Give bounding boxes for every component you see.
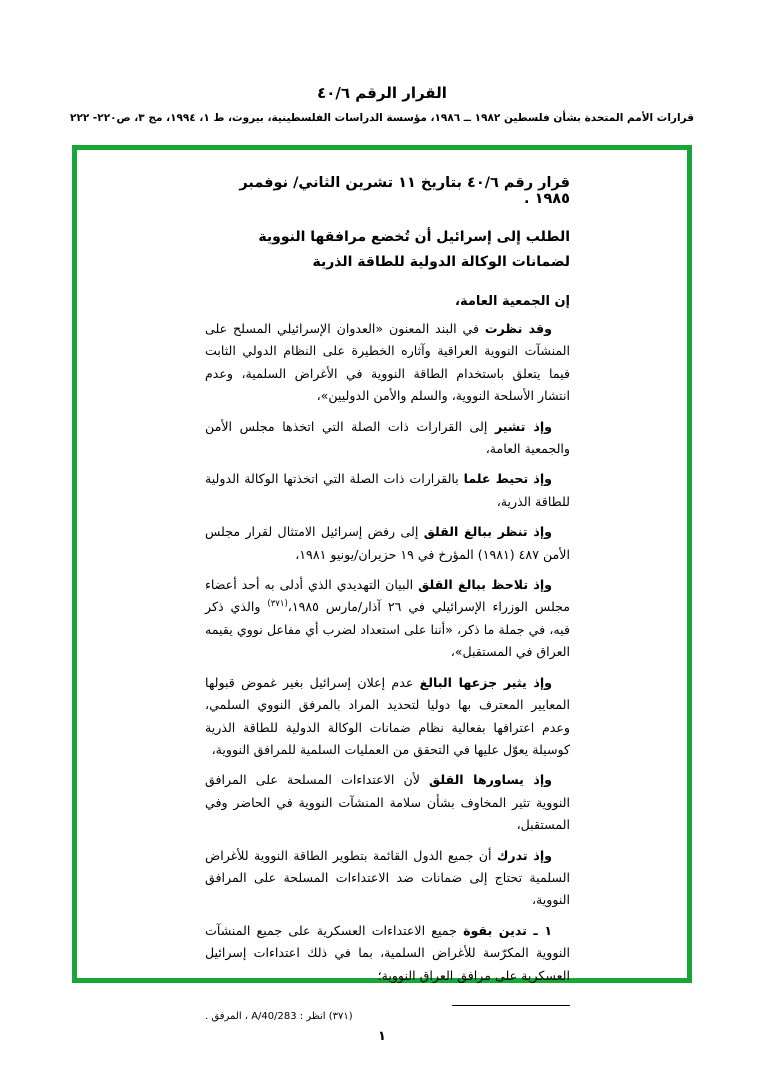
source-citation: قرارات الأمم المتحدة بشأن فلسطين ١٩٨٢ ــ ١٩٨٦، مؤسسة الدراسات الفلسطينية، بيروت، ط ١، ١٩٩٤، مج ٣، ص٢٢٠- ٢٢٢	[70, 112, 694, 124]
footnote-divider	[452, 1005, 570, 1006]
resolution-line: قرار رقم ٤٠/٦ بتاريخ ١١ تشرين الثاني/ نوفمبر ١٩٨٥ .	[239, 175, 570, 207]
footnote-marker: (٣٧١)	[267, 599, 288, 610]
paragraph	[205, 574, 570, 664]
paragraph-text: البيان التهديدي الذي أدلى به أحد أعضاء مجلس الوزراء الإسرائيلي في ٢٦ آذار/مارس ١٩٨٥،	[205, 577, 570, 615]
paragraph-lead: ١ ـ تدين بقوة	[463, 922, 552, 938]
page-title: القرار الرقم ٤٠/٦	[317, 84, 447, 102]
paragraph	[205, 672, 570, 762]
paragraph-text-continued: والذي ذكر فيه، في جملة ما ذكر، «أننا على استعداد لضرب أي مفاعل نووي يقيمه العراق في المستقبل»،	[205, 599, 570, 660]
subject-line-1: الطلب إلى إسرائيل أن تُخضع مرافقها النووية	[258, 229, 570, 245]
paragraph-text: لأن الاعتداءات المسلحة على المرافق النووية تثير المخاوف بشأن سلامة المنشآت النووية في الحاضر وفي المستقبل،	[205, 772, 570, 833]
paragraph	[205, 769, 570, 836]
document-header	[0, 84, 764, 126]
paragraph-text: إلى رفض إسرائيل الامتثال لقرار مجلس الأمن ٤٨٧ (١٩٨١) المؤرخ في ١٩ حزيران/يونيو ١٩٨١،	[205, 524, 570, 562]
paragraph-lead: وإذ يثير جزعها البالغ	[419, 674, 552, 690]
footnote-section	[205, 1005, 570, 1022]
paragraph-text: بالقرارات ذات الصلة التي اتخذتها الوكالة الدولية للطاقة الذرية،	[205, 471, 570, 509]
paragraph-lead: وإذ يساورها القلق	[429, 772, 553, 788]
paragraph-lead: وإذ تحيط علما	[463, 471, 552, 487]
paragraph	[205, 318, 570, 408]
assembly-line: إن الجمعية العامة،	[455, 294, 570, 309]
paragraph-text: في البند المعنون «العدوان الإسرائيلي المسلح على المنشآت النووية العراقية وآثاره الخطيرة على النظام الدولي الثابت فيما يتعلق باستخدام الطاقة النووية في الأغراض السلمية، وعدم انتشار الأسلحة النووية، والسلم والأمن الدوليين»،	[205, 321, 570, 404]
paragraph-text: أن جميع الدول القائمة بتطوير الطاقة النووية للأغراض السلمية تحتاج إلى ضمانات ضد الاعتداءات المسلحة على المرافق النووية،	[205, 847, 570, 908]
paragraph-lead: وإذ تشير	[494, 418, 552, 434]
paragraph-text: عدم إعلان إسرائيل بغير غموض قبولها المعايير المعترف بها دوليا لتحديد المراد بالمرفق النووي السلمي، وعدم اعترافها بفعالية نظام ضمانات الوكالة الدولية للطاقة الذرية كوسيلة يعوّل عليها في التحقق من العمليات السلمية للمرافق النووية،	[205, 674, 570, 757]
paragraph	[205, 845, 570, 912]
paragraph	[205, 468, 570, 513]
subject-line-2: لضمانات الوكالة الدولية للطاقة الذرية	[312, 253, 570, 270]
paragraph-lead: وإذ تدرك	[496, 847, 552, 863]
paragraph-text: إلى القرارات ذات الصلة التي اتخذها مجلس الأمن والجمعية العامة،	[205, 418, 570, 457]
paragraph	[205, 416, 570, 461]
paragraph-lead: وإذ تنظر ببالغ القلق	[423, 524, 553, 540]
document-body	[205, 175, 570, 995]
paragraph-lead: وقد نظرت	[484, 321, 552, 336]
numbered-paragraph	[205, 920, 570, 987]
paragraph	[205, 521, 570, 566]
paragraph-lead: وإذ تلاحظ ببالغ القلق	[418, 577, 552, 593]
paragraph-text: جميع الاعتداءات العسكرية على جميع المنشآت النووية المكرّسة للأغراض السلمية، بما في ذلك اعتداءات إسرائيل العسكرية على مرافق العراق النووية؛	[205, 922, 570, 983]
footnote-text: (٣٧١) انظر : A/40/283 ، المرفق .	[205, 1011, 353, 1022]
subject-heading	[205, 225, 570, 274]
page-number: ١	[378, 1029, 386, 1044]
